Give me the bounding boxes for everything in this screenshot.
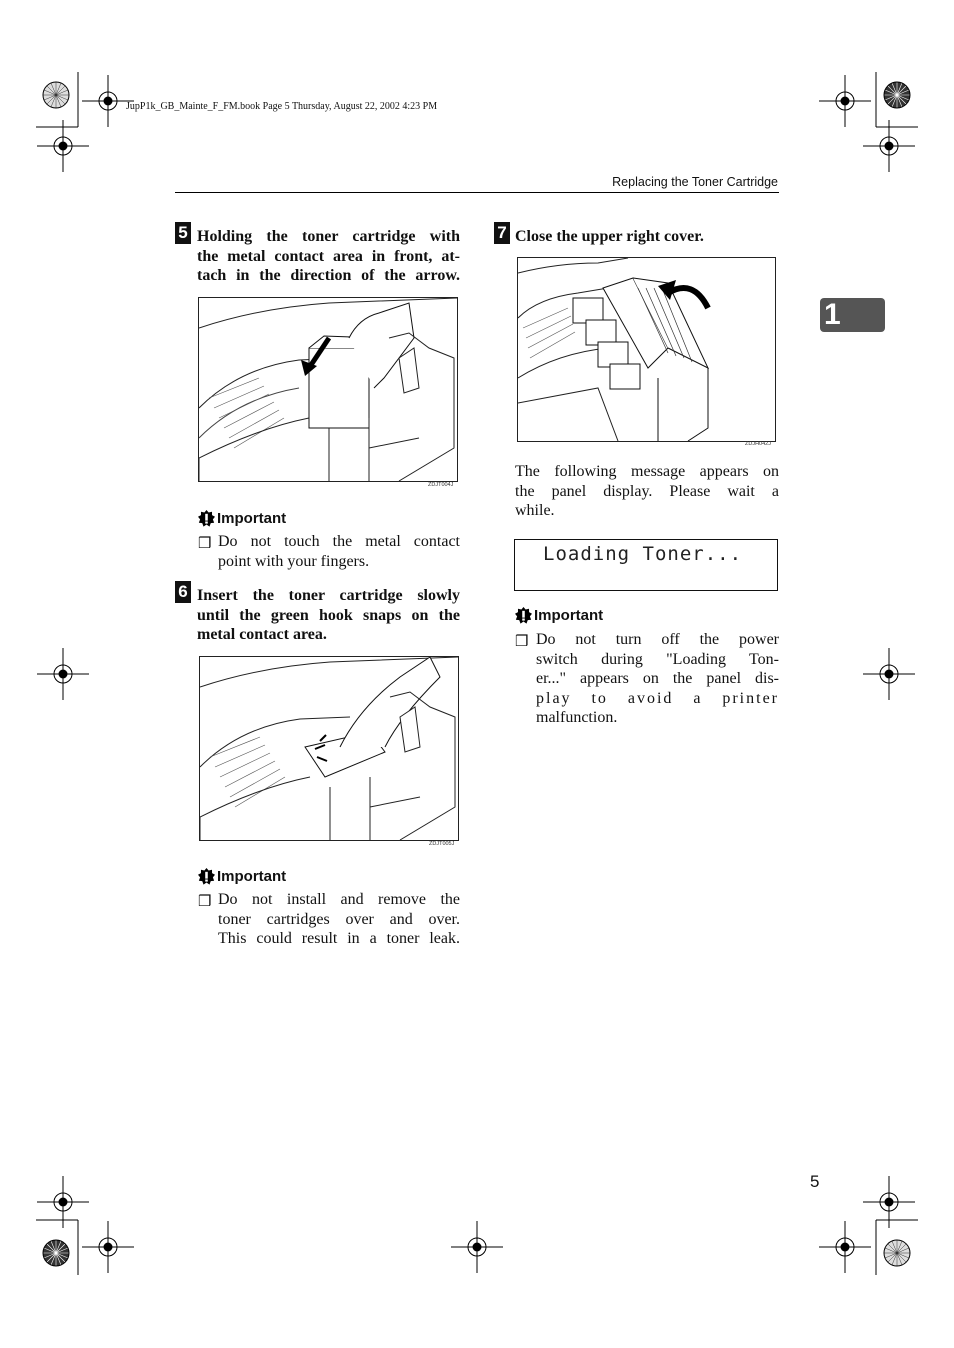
- important-icon: [515, 607, 532, 624]
- step-number-icon: 7: [494, 222, 510, 244]
- important-line: play to avoid a printer: [536, 689, 779, 707]
- important-line: toner cartridges over and over.: [218, 910, 460, 928]
- bullet-icon: ❒: [515, 634, 529, 650]
- step-text-line: metal contact area.: [197, 626, 327, 643]
- figure-code: ZDJT005J: [429, 841, 455, 847]
- important-line: Do not turn off the power: [536, 631, 779, 648]
- step-text-line: until the green hook snaps on the: [197, 606, 460, 624]
- panel-display: [514, 539, 778, 591]
- important-label: Important: [534, 607, 604, 624]
- step-6-text: [197, 586, 460, 645]
- bullet-icon: ❒: [198, 894, 212, 910]
- important-line: switch during "Loading Ton-: [536, 650, 779, 668]
- important-icon: [198, 868, 215, 885]
- page-number: 5: [810, 1172, 820, 1191]
- important-heading: [198, 510, 286, 527]
- figure-code: ZDJH042J: [745, 441, 771, 447]
- chapter-tab: 1: [820, 298, 885, 332]
- running-head: Replacing the Toner Cartridge: [612, 175, 778, 189]
- toner-attach-illustration: [198, 297, 458, 482]
- step-text-line: Holding the toner cartridge with: [197, 228, 460, 245]
- toner-insert-illustration: [199, 656, 459, 841]
- bullet-icon: ❒: [198, 536, 212, 552]
- message-line: The following message appears on: [515, 463, 779, 480]
- step-text-line: Close the upper right cover.: [515, 228, 704, 245]
- important-line: malfunction.: [536, 709, 618, 726]
- step-5-text: [197, 227, 460, 286]
- step-number-icon: 5: [175, 222, 191, 244]
- step-text-line: Insert the toner cartridge slowly: [197, 587, 460, 604]
- important-label: Important: [217, 868, 287, 885]
- message-line: the panel display. Please wait a: [515, 482, 779, 500]
- step-7-text: [515, 227, 778, 247]
- panel-display-text: Loading Toner...: [543, 543, 743, 565]
- important-line: er..." appears on the panel dis-: [536, 670, 779, 687]
- important-line: Do not install and remove the: [218, 891, 460, 908]
- important-label: Important: [217, 510, 287, 527]
- figure-code: ZDJT004J: [428, 482, 454, 488]
- important-item: [218, 890, 460, 949]
- important-heading: [198, 868, 286, 885]
- important-heading: [515, 607, 603, 624]
- important-line: Do not touch the metal contact: [218, 533, 460, 550]
- important-line: This could result in a toner leak.: [218, 930, 460, 947]
- step-text-line: tach in the direction of the arrow.: [197, 267, 460, 284]
- message-line: while.: [515, 502, 555, 519]
- header-rule: [175, 192, 779, 193]
- step-text-line: the metal contact area in front, at-: [197, 247, 460, 265]
- important-icon: [198, 510, 215, 527]
- message-text: [515, 462, 779, 521]
- book-info: JupP1k_GB_Mainte_F_FM.book Page 5 Thursday, August 22, 2002 4:23 PM: [126, 101, 438, 112]
- important-line: point with your fingers.: [218, 552, 370, 570]
- important-item: [536, 630, 779, 728]
- step-number-icon: 6: [175, 581, 191, 603]
- close-cover-illustration: [517, 257, 776, 442]
- important-item: [218, 532, 460, 571]
